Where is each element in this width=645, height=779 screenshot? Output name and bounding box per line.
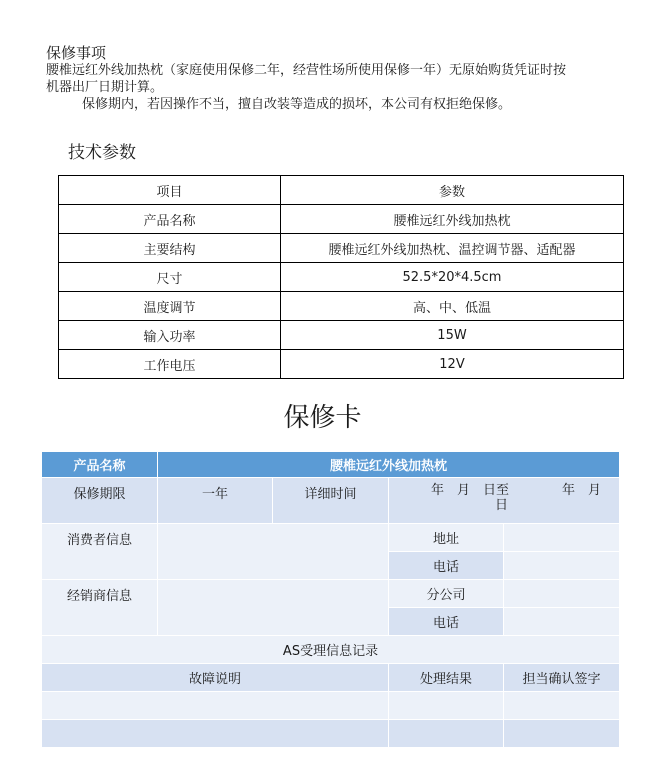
spec-row-label: 主要结构	[59, 234, 281, 263]
card-date-from: 年 月 日至	[431, 483, 510, 498]
card-date-to: 年 月	[562, 483, 602, 498]
warranty-card-table	[41, 451, 620, 748]
spec-row	[59, 292, 624, 321]
spec-row	[59, 321, 624, 350]
card-branch-label: 分公司	[389, 580, 504, 608]
card-consumer-row-1	[42, 524, 620, 552]
spec-row-label: 尺寸	[59, 263, 281, 292]
spec-header-item: 项目	[59, 176, 281, 205]
card-fault-row	[42, 692, 620, 720]
card-dealer-phone-label: 电话	[389, 608, 504, 636]
card-dealer-value[interactable]	[158, 580, 389, 636]
card-result-value[interactable]	[389, 720, 504, 748]
spec-row-value: 腰椎远红外线加热枕、温控调节器、适配器	[281, 234, 624, 263]
card-period-value[interactable]: 一年	[158, 478, 273, 524]
card-dealer-phone-value[interactable]	[504, 608, 620, 636]
spec-row-label: 输入功率	[59, 321, 281, 350]
spec-row-value: 12V	[281, 350, 624, 379]
spec-row	[59, 350, 624, 379]
spec-header-param: 参数	[281, 176, 624, 205]
card-product-row	[42, 452, 620, 478]
spec-row-value: 15W	[281, 321, 624, 350]
card-address-label: 地址	[389, 524, 504, 552]
card-fault-value[interactable]	[42, 720, 389, 748]
card-result-value[interactable]	[389, 692, 504, 720]
spec-row	[59, 205, 624, 234]
card-detail-time-label: 详细时间	[273, 478, 389, 524]
warranty-line-2: 机器出厂日期计算。	[46, 80, 164, 95]
spec-heading: 技术参数	[68, 143, 136, 163]
card-sign-value[interactable]	[504, 692, 620, 720]
card-product-label: 产品名称	[42, 452, 158, 478]
card-consumer-value[interactable]	[158, 524, 389, 580]
card-fault-row	[42, 720, 620, 748]
spec-row-value: 52.5*20*4.5cm	[281, 263, 624, 292]
spec-header-row	[59, 176, 624, 205]
spec-row-label: 温度调节	[59, 292, 281, 321]
card-branch-value[interactable]	[504, 580, 620, 608]
card-result-label: 处理结果	[389, 664, 504, 692]
card-phone-label: 电话	[389, 552, 504, 580]
card-sign-value[interactable]	[504, 720, 620, 748]
card-fault-value[interactable]	[42, 692, 389, 720]
card-as-record-label: AS受理信息记录	[42, 636, 620, 664]
warranty-line-1: 腰椎远红外线加热枕（家庭使用保修二年，经营性场所使用保修一年）无原始购货凭证时按	[46, 63, 567, 78]
card-period-row	[42, 478, 620, 524]
spec-row	[59, 234, 624, 263]
card-detail-time-value[interactable]	[389, 478, 620, 524]
warranty-notes	[46, 44, 641, 113]
card-fault-label: 故障说明	[42, 664, 389, 692]
card-date-tail: 日	[495, 498, 509, 513]
spec-row	[59, 263, 624, 292]
card-fault-header-row	[42, 664, 620, 692]
card-consumer-label: 消费者信息	[42, 524, 158, 580]
spec-table	[58, 175, 624, 379]
card-address-value[interactable]	[504, 524, 620, 552]
card-period-label: 保修期限	[42, 478, 158, 524]
card-dealer-row-1	[42, 580, 620, 608]
spec-row-label: 产品名称	[59, 205, 281, 234]
card-as-record-row	[42, 636, 620, 664]
card-dealer-label: 经销商信息	[42, 580, 158, 636]
spec-row-value: 腰椎远红外线加热枕	[281, 205, 624, 234]
card-product-value: 腰椎远红外线加热枕	[158, 452, 620, 478]
card-sign-label: 担当确认签字	[504, 664, 620, 692]
card-phone-value[interactable]	[504, 552, 620, 580]
warranty-line-3: 保修期内，若因操作不当，擅自改装等造成的损坏，本公司有权拒绝保修。	[82, 97, 512, 112]
spec-row-label: 工作电压	[59, 350, 281, 379]
spec-row-value: 高、中、低温	[281, 292, 624, 321]
warranty-heading: 保修事项	[46, 44, 107, 62]
warranty-card-title: 保修卡	[283, 403, 362, 433]
